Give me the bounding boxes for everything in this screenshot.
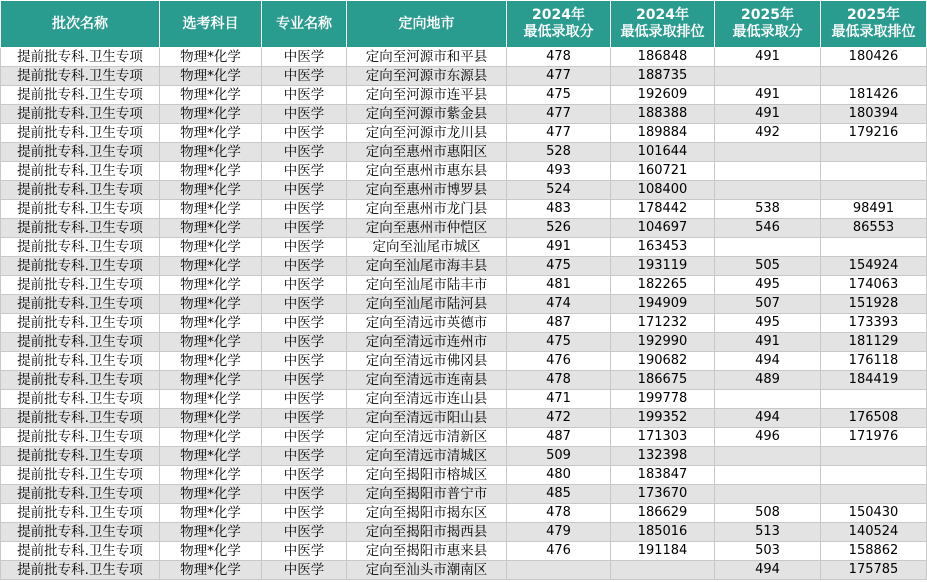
major-cell[interactable]: 中医学: [262, 314, 347, 333]
rank-2025-cell[interactable]: 184419: [821, 371, 927, 390]
rank-2025-cell[interactable]: 174063: [821, 276, 927, 295]
rank-2024-cell[interactable]: 186848: [611, 48, 715, 67]
rank-2025-cell[interactable]: [821, 238, 927, 257]
major-cell[interactable]: 中医学: [262, 504, 347, 523]
score-2024-cell[interactable]: 526: [507, 219, 611, 238]
batch-cell[interactable]: 提前批专科.卫生专项: [1, 219, 160, 238]
region-cell[interactable]: 定向至揭阳市普宁市: [347, 485, 507, 504]
subjects-cell[interactable]: 物理*化学: [160, 86, 262, 105]
batch-cell[interactable]: 提前批专科.卫生专项: [1, 352, 160, 371]
rank-2024-cell[interactable]: 186629: [611, 504, 715, 523]
rank-2025-cell[interactable]: 181129: [821, 333, 927, 352]
column-header-batch[interactable]: 批次名称: [1, 1, 160, 48]
major-cell[interactable]: 中医学: [262, 143, 347, 162]
rank-2024-cell[interactable]: 199352: [611, 409, 715, 428]
table-row: [1, 504, 927, 523]
score-2024-cell[interactable]: 509: [507, 447, 611, 466]
score-2024-cell[interactable]: 477: [507, 67, 611, 86]
rank-2025-cell[interactable]: 154924: [821, 257, 927, 276]
score-2025-cell[interactable]: 494: [715, 409, 821, 428]
table-header-row: [1, 1, 927, 48]
score-2024-cell[interactable]: 477: [507, 124, 611, 143]
region-cell[interactable]: 定向至清远市佛冈县: [347, 352, 507, 371]
table-row: [1, 352, 927, 371]
region-cell[interactable]: 定向至惠州市仲恺区: [347, 219, 507, 238]
region-cell[interactable]: 定向至惠州市龙门县: [347, 200, 507, 219]
score-2025-cell[interactable]: 503: [715, 542, 821, 561]
region-cell[interactable]: 定向至清远市阳山县: [347, 409, 507, 428]
region-cell[interactable]: 定向至揭阳市惠来县: [347, 542, 507, 561]
batch-cell[interactable]: 提前批专科.卫生专项: [1, 466, 160, 485]
batch-cell[interactable]: 提前批专科.卫生专项: [1, 409, 160, 428]
score-2024-cell[interactable]: 474: [507, 295, 611, 314]
rank-2024-cell[interactable]: 101644: [611, 143, 715, 162]
batch-cell[interactable]: 提前批专科.卫生专项: [1, 181, 160, 200]
rank-2024-cell[interactable]: 189884: [611, 124, 715, 143]
score-2024-cell[interactable]: 477: [507, 105, 611, 124]
score-2024-cell[interactable]: 528: [507, 143, 611, 162]
subjects-cell[interactable]: 物理*化学: [160, 504, 262, 523]
batch-cell[interactable]: 提前批专科.卫生专项: [1, 523, 160, 542]
score-2025-cell[interactable]: [715, 485, 821, 504]
score-2024-cell[interactable]: 524: [507, 181, 611, 200]
major-cell[interactable]: 中医学: [262, 181, 347, 200]
score-2024-cell[interactable]: 478: [507, 48, 611, 67]
region-cell[interactable]: 定向至清远市连州市: [347, 333, 507, 352]
score-2024-cell[interactable]: 480: [507, 466, 611, 485]
major-cell[interactable]: 中医学: [262, 124, 347, 143]
major-cell[interactable]: 中医学: [262, 295, 347, 314]
subjects-cell[interactable]: 物理*化学: [160, 352, 262, 371]
major-cell[interactable]: 中医学: [262, 466, 347, 485]
table-row: [1, 314, 927, 333]
subjects-cell[interactable]: 物理*化学: [160, 200, 262, 219]
column-header-2025-min-rank[interactable]: 2025年 最低录取排位: [821, 1, 927, 48]
batch-cell[interactable]: 提前批专科.卫生专项: [1, 295, 160, 314]
major-cell[interactable]: 中医学: [262, 390, 347, 409]
batch-cell[interactable]: 提前批专科.卫生专项: [1, 86, 160, 105]
major-cell[interactable]: 中医学: [262, 67, 347, 86]
region-cell[interactable]: 定向至汕头市潮南区: [347, 561, 507, 580]
score-2024-cell[interactable]: 478: [507, 371, 611, 390]
rank-2024-cell[interactable]: 192609: [611, 86, 715, 105]
column-header-subjects[interactable]: 选考科目: [160, 1, 262, 48]
table-row: [1, 257, 927, 276]
region-cell[interactable]: 定向至汕尾市陆丰市: [347, 276, 507, 295]
major-cell[interactable]: 中医学: [262, 86, 347, 105]
score-2025-cell[interactable]: 496: [715, 428, 821, 447]
score-2025-cell[interactable]: 491: [715, 86, 821, 105]
rank-2024-cell[interactable]: 173670: [611, 485, 715, 504]
score-2025-cell[interactable]: 491: [715, 333, 821, 352]
rank-2024-cell[interactable]: 183847: [611, 466, 715, 485]
subjects-cell[interactable]: 物理*化学: [160, 67, 262, 86]
score-2024-cell[interactable]: 478: [507, 504, 611, 523]
table-row: [1, 86, 927, 105]
rank-2024-cell[interactable]: 194909: [611, 295, 715, 314]
subjects-cell[interactable]: 物理*化学: [160, 295, 262, 314]
batch-cell[interactable]: 提前批专科.卫生专项: [1, 390, 160, 409]
rank-2025-cell[interactable]: [821, 390, 927, 409]
rank-2024-cell[interactable]: [611, 561, 715, 580]
rank-2025-cell[interactable]: [821, 466, 927, 485]
rank-2025-cell[interactable]: [821, 67, 927, 86]
subjects-cell[interactable]: 物理*化学: [160, 409, 262, 428]
rank-2024-cell[interactable]: 191184: [611, 542, 715, 561]
score-2024-cell[interactable]: 487: [507, 428, 611, 447]
major-cell[interactable]: 中医学: [262, 333, 347, 352]
score-2024-cell[interactable]: 475: [507, 257, 611, 276]
table-row: [1, 523, 927, 542]
score-2025-cell[interactable]: 507: [715, 295, 821, 314]
table-body: [1, 48, 927, 580]
score-2024-cell[interactable]: [507, 561, 611, 580]
score-2025-cell[interactable]: [715, 67, 821, 86]
table-row: [1, 200, 927, 219]
table-row: [1, 447, 927, 466]
rank-2024-cell[interactable]: 132398: [611, 447, 715, 466]
region-cell[interactable]: 定向至惠州市博罗县: [347, 181, 507, 200]
column-header-2024-min-rank[interactable]: 2024年 最低录取排位: [611, 1, 715, 48]
subjects-cell[interactable]: 物理*化学: [160, 105, 262, 124]
column-header-region[interactable]: 定向地市: [347, 1, 507, 48]
score-2025-cell[interactable]: 508: [715, 504, 821, 523]
rank-2024-cell[interactable]: 163453: [611, 238, 715, 257]
batch-cell[interactable]: 提前批专科.卫生专项: [1, 276, 160, 295]
score-2024-cell[interactable]: 487: [507, 314, 611, 333]
region-cell[interactable]: 定向至河源市东源县: [347, 67, 507, 86]
batch-cell[interactable]: 提前批专科.卫生专项: [1, 561, 160, 580]
rank-2025-cell[interactable]: 175785: [821, 561, 927, 580]
major-cell[interactable]: 中医学: [262, 200, 347, 219]
score-2025-cell[interactable]: 505: [715, 257, 821, 276]
region-cell[interactable]: 定向至清远市连南县: [347, 371, 507, 390]
table-row: [1, 428, 927, 447]
score-2025-cell[interactable]: 491: [715, 48, 821, 67]
column-header-2025-min-score[interactable]: 2025年 最低录取分: [715, 1, 821, 48]
region-cell[interactable]: 定向至河源市龙川县: [347, 124, 507, 143]
score-2024-cell[interactable]: 481: [507, 276, 611, 295]
region-cell[interactable]: 定向至惠州市惠阳区: [347, 143, 507, 162]
subjects-cell[interactable]: 物理*化学: [160, 390, 262, 409]
major-cell[interactable]: 中医学: [262, 105, 347, 124]
subjects-cell[interactable]: 物理*化学: [160, 561, 262, 580]
table-row: [1, 409, 927, 428]
table-row: [1, 238, 927, 257]
subjects-cell[interactable]: 物理*化学: [160, 447, 262, 466]
region-cell[interactable]: 定向至揭阳市榕城区: [347, 466, 507, 485]
rank-2024-cell[interactable]: 186675: [611, 371, 715, 390]
subjects-cell[interactable]: 物理*化学: [160, 466, 262, 485]
rank-2024-cell[interactable]: 104697: [611, 219, 715, 238]
subjects-cell[interactable]: 物理*化学: [160, 428, 262, 447]
rank-2024-cell[interactable]: 193119: [611, 257, 715, 276]
major-cell[interactable]: 中医学: [262, 257, 347, 276]
table-row: [1, 466, 927, 485]
rank-2025-cell[interactable]: [821, 485, 927, 504]
score-2025-cell[interactable]: [715, 143, 821, 162]
table-row: [1, 295, 927, 314]
table-row: [1, 542, 927, 561]
score-2025-cell[interactable]: 513: [715, 523, 821, 542]
rank-2025-cell[interactable]: [821, 447, 927, 466]
score-2024-cell[interactable]: 483: [507, 200, 611, 219]
batch-cell[interactable]: 提前批专科.卫生专项: [1, 200, 160, 219]
subjects-cell[interactable]: 物理*化学: [160, 257, 262, 276]
table-row: [1, 181, 927, 200]
region-cell[interactable]: 定向至汕尾市陆河县: [347, 295, 507, 314]
rank-2025-cell[interactable]: 176508: [821, 409, 927, 428]
rank-2024-cell[interactable]: 182265: [611, 276, 715, 295]
score-2024-cell[interactable]: 475: [507, 86, 611, 105]
score-2025-cell[interactable]: 489: [715, 371, 821, 390]
major-cell[interactable]: 中医学: [262, 162, 347, 181]
major-cell[interactable]: 中医学: [262, 523, 347, 542]
subjects-cell[interactable]: 物理*化学: [160, 238, 262, 257]
score-2024-cell[interactable]: 472: [507, 409, 611, 428]
region-cell[interactable]: 定向至汕尾市城区: [347, 238, 507, 257]
score-2025-cell[interactable]: 492: [715, 124, 821, 143]
subjects-cell[interactable]: 物理*化学: [160, 276, 262, 295]
table-row: [1, 333, 927, 352]
table-row: [1, 219, 927, 238]
batch-cell[interactable]: 提前批专科.卫生专项: [1, 371, 160, 390]
region-cell[interactable]: 定向至清远市英德市: [347, 314, 507, 333]
batch-cell[interactable]: 提前批专科.卫生专项: [1, 542, 160, 561]
rank-2025-cell[interactable]: [821, 143, 927, 162]
score-2025-cell[interactable]: 495: [715, 276, 821, 295]
score-2024-cell[interactable]: 493: [507, 162, 611, 181]
region-cell[interactable]: 定向至汕尾市海丰县: [347, 257, 507, 276]
rank-2025-cell[interactable]: 181426: [821, 86, 927, 105]
major-cell[interactable]: 中医学: [262, 238, 347, 257]
score-2024-cell[interactable]: 476: [507, 542, 611, 561]
major-cell[interactable]: 中医学: [262, 485, 347, 504]
region-cell[interactable]: 定向至河源市和平县: [347, 48, 507, 67]
batch-cell[interactable]: 提前批专科.卫生专项: [1, 143, 160, 162]
table-row: [1, 561, 927, 580]
major-cell[interactable]: 中医学: [262, 219, 347, 238]
subjects-cell[interactable]: 物理*化学: [160, 162, 262, 181]
column-header-major[interactable]: 专业名称: [262, 1, 347, 48]
rank-2024-cell[interactable]: 171232: [611, 314, 715, 333]
batch-cell[interactable]: 提前批专科.卫生专项: [1, 333, 160, 352]
score-2025-cell[interactable]: 491: [715, 105, 821, 124]
score-2024-cell[interactable]: 479: [507, 523, 611, 542]
score-2024-cell[interactable]: 471: [507, 390, 611, 409]
rank-2025-cell[interactable]: 180426: [821, 48, 927, 67]
score-2025-cell[interactable]: 494: [715, 561, 821, 580]
batch-cell[interactable]: 提前批专科.卫生专项: [1, 257, 160, 276]
major-cell[interactable]: 中医学: [262, 409, 347, 428]
batch-cell[interactable]: 提前批专科.卫生专项: [1, 238, 160, 257]
table-row: [1, 48, 927, 67]
rank-2024-cell[interactable]: 192990: [611, 333, 715, 352]
region-cell[interactable]: 定向至揭阳市揭西县: [347, 523, 507, 542]
subjects-cell[interactable]: 物理*化学: [160, 523, 262, 542]
subjects-cell[interactable]: 物理*化学: [160, 143, 262, 162]
batch-cell[interactable]: 提前批专科.卫生专项: [1, 504, 160, 523]
subjects-cell[interactable]: 物理*化学: [160, 542, 262, 561]
rank-2025-cell[interactable]: 179216: [821, 124, 927, 143]
region-cell[interactable]: 定向至清远市清城区: [347, 447, 507, 466]
rank-2024-cell[interactable]: 190682: [611, 352, 715, 371]
score-2025-cell[interactable]: 494: [715, 352, 821, 371]
subjects-cell[interactable]: 物理*化学: [160, 371, 262, 390]
score-2024-cell[interactable]: 475: [507, 333, 611, 352]
score-2025-cell[interactable]: [715, 162, 821, 181]
subjects-cell[interactable]: 物理*化学: [160, 48, 262, 67]
score-2025-cell[interactable]: 495: [715, 314, 821, 333]
score-2025-cell[interactable]: [715, 238, 821, 257]
rank-2024-cell[interactable]: 188388: [611, 105, 715, 124]
region-cell[interactable]: 定向至河源市连平县: [347, 86, 507, 105]
rank-2025-cell[interactable]: 86553: [821, 219, 927, 238]
rank-2025-cell[interactable]: [821, 162, 927, 181]
rank-2025-cell[interactable]: 176118: [821, 352, 927, 371]
table-row: [1, 485, 927, 504]
table-row: [1, 390, 927, 409]
region-cell[interactable]: 定向至惠州市惠东县: [347, 162, 507, 181]
score-2024-cell[interactable]: 485: [507, 485, 611, 504]
major-cell[interactable]: 中医学: [262, 276, 347, 295]
region-cell[interactable]: 定向至清远市清新区: [347, 428, 507, 447]
major-cell[interactable]: 中医学: [262, 561, 347, 580]
rank-2025-cell[interactable]: 158862: [821, 542, 927, 561]
region-cell[interactable]: 定向至揭阳市揭东区: [347, 504, 507, 523]
batch-cell[interactable]: 提前批专科.卫生专项: [1, 48, 160, 67]
rank-2024-cell[interactable]: 178442: [611, 200, 715, 219]
score-2025-cell[interactable]: [715, 466, 821, 485]
batch-cell[interactable]: 提前批专科.卫生专项: [1, 162, 160, 181]
table-row: [1, 276, 927, 295]
column-header-2024-min-score[interactable]: 2024年 最低录取分: [507, 1, 611, 48]
batch-cell[interactable]: 提前批专科.卫生专项: [1, 105, 160, 124]
score-2025-cell[interactable]: [715, 447, 821, 466]
table-row: [1, 67, 927, 86]
table-row: [1, 371, 927, 390]
rank-2024-cell[interactable]: 160721: [611, 162, 715, 181]
major-cell[interactable]: 中医学: [262, 371, 347, 390]
score-2024-cell[interactable]: 476: [507, 352, 611, 371]
batch-cell[interactable]: 提前批专科.卫生专项: [1, 67, 160, 86]
batch-cell[interactable]: 提前批专科.卫生专项: [1, 428, 160, 447]
rank-2025-cell[interactable]: 180394: [821, 105, 927, 124]
subjects-cell[interactable]: 物理*化学: [160, 181, 262, 200]
table-row: [1, 105, 927, 124]
rank-2025-cell[interactable]: [821, 181, 927, 200]
rank-2024-cell[interactable]: 185016: [611, 523, 715, 542]
major-cell[interactable]: 中医学: [262, 352, 347, 371]
score-2025-cell[interactable]: [715, 181, 821, 200]
table-row: [1, 143, 927, 162]
rank-2025-cell[interactable]: 140524: [821, 523, 927, 542]
rank-2025-cell[interactable]: 150430: [821, 504, 927, 523]
subjects-cell[interactable]: 物理*化学: [160, 124, 262, 143]
rank-2025-cell[interactable]: 151928: [821, 295, 927, 314]
rank-2024-cell[interactable]: 108400: [611, 181, 715, 200]
batch-cell[interactable]: 提前批专科.卫生专项: [1, 447, 160, 466]
major-cell[interactable]: 中医学: [262, 447, 347, 466]
subjects-cell[interactable]: 物理*化学: [160, 314, 262, 333]
region-cell[interactable]: 定向至河源市紫金县: [347, 105, 507, 124]
batch-cell[interactable]: 提前批专科.卫生专项: [1, 485, 160, 504]
table-row: [1, 162, 927, 181]
rank-2025-cell[interactable]: 98491: [821, 200, 927, 219]
batch-cell[interactable]: 提前批专科.卫生专项: [1, 124, 160, 143]
score-2025-cell[interactable]: [715, 390, 821, 409]
score-2025-cell[interactable]: 546: [715, 219, 821, 238]
subjects-cell[interactable]: 物理*化学: [160, 219, 262, 238]
rank-2025-cell[interactable]: 173393: [821, 314, 927, 333]
subjects-cell[interactable]: 物理*化学: [160, 333, 262, 352]
table-row: [1, 124, 927, 143]
score-2024-cell[interactable]: 491: [507, 238, 611, 257]
batch-cell[interactable]: 提前批专科.卫生专项: [1, 314, 160, 333]
rank-2024-cell[interactable]: 199778: [611, 390, 715, 409]
region-cell[interactable]: 定向至清远市连山县: [347, 390, 507, 409]
major-cell[interactable]: 中医学: [262, 542, 347, 561]
rank-2024-cell[interactable]: 188735: [611, 67, 715, 86]
score-2025-cell[interactable]: 538: [715, 200, 821, 219]
rank-2025-cell[interactable]: 171976: [821, 428, 927, 447]
major-cell[interactable]: 中医学: [262, 428, 347, 447]
rank-2024-cell[interactable]: 171303: [611, 428, 715, 447]
subjects-cell[interactable]: 物理*化学: [160, 485, 262, 504]
major-cell[interactable]: 中医学: [262, 48, 347, 67]
